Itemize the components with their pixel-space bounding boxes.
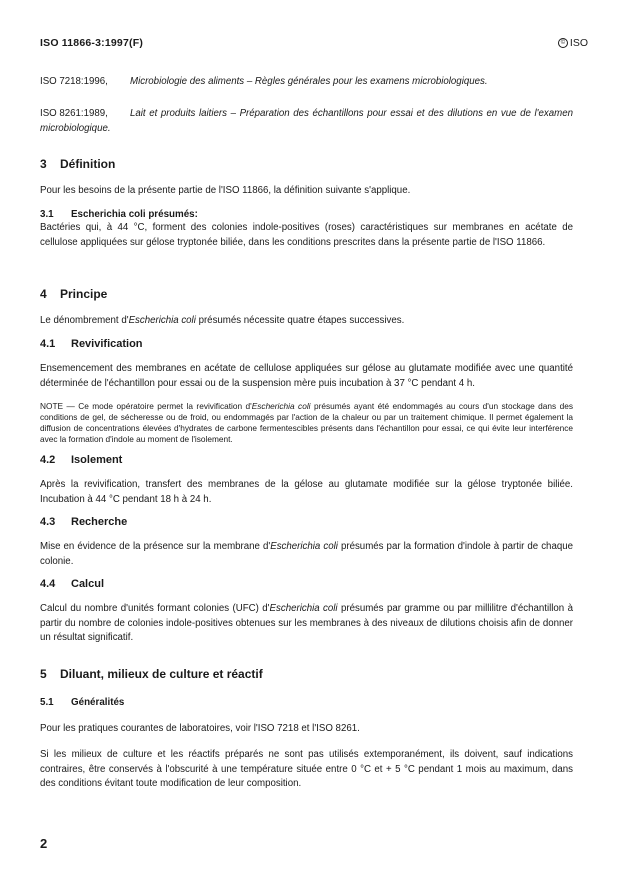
section-3-intro: Pour les besoins de la présente partie de l'ISO 11866, la définition suivante s'applique. [40, 185, 411, 196]
section-title: Principe [60, 287, 108, 301]
definition-text: Bactéries qui, à 44 °C, forment des colonies indole-positives (roses) caractéristiques sur membranes en acétate de cellulose appliquées sur gélose tryptonée biliée, dans les conditions prescrites dans la présente partie de l'ISO 11866. [40, 222, 573, 248]
subsection-number: 3.1 [40, 209, 54, 220]
revivification-text: Ensemencement des membranes en acétate de cellulose appliquées sur gélose au glutamate modifiée avec une quantité déterminée de l'échantillon pour essai ou de la suspension mère puis incubation à 37 °C pendant 4 h. [40, 363, 573, 389]
subsection-number: 4.1 [40, 338, 56, 350]
generalites-paragraph-2: Si les milieux de culture et les réactifs préparés ne sont pas utilisés extemporanément, ils doivent, sauf indications contraires, être conservés à l'obscurité à une température située entre 0 °C et + 5 °C pendant 1 mois au maximum, dans des conditions évitant toute modification de leur composition. [40, 749, 573, 789]
subsection-heading-5-1 [40, 697, 124, 708]
section-number: 5 [40, 667, 47, 681]
text-run: Le dénombrement d' [40, 315, 129, 326]
subsection-title: Généralités [71, 697, 125, 708]
text-run: NOTE — Ce mode opératoire permet la revivification d' [40, 401, 252, 411]
publisher-mark [558, 37, 588, 49]
reference-code: ISO 8261:1989, [40, 108, 108, 119]
publisher-name: ISO [569, 37, 588, 49]
subsection-heading-4-1 [40, 338, 143, 350]
section-heading-5 [40, 667, 263, 681]
reference-iso-7218 [40, 75, 573, 90]
subsection-heading-4-2 [40, 454, 122, 466]
subsection-number: 5.1 [40, 697, 54, 708]
copyright-icon: © [558, 38, 568, 48]
recherche-text [40, 540, 573, 569]
subsection-number: 4.4 [40, 578, 56, 590]
text-run: présumés ayant été endommagés au cours d'un stockage dans des conditions de gel, de sécheresse ou de froid, ou endommagés par l'action de la chaleur ou par un traitement chimique. Il permet également la diffusion de concentrations élevées d'hydrates de carbone fermentescibles présents dans l'échantillon pour essai, ce qui évite leur interférence avec la formation d'indole au moment de l'isolement. [40, 401, 573, 444]
reference-title: Lait et produits laitiers – Préparation des échantillons pour essai et des dilutions en vue de l'examen microbiologique. [40, 108, 573, 134]
text-run: présumés par gramme ou par millilitre d'échantillon à partir du nombre de colonies indole-positives obtenues sur les membranes à des niveaux de dilutions choisis afin de donner un résultat significatif. [40, 603, 573, 643]
species-name: Escherichia coli [269, 603, 338, 614]
document-id: ISO 11866-3:1997(F) [40, 37, 144, 49]
subsection-title: Recherche [71, 516, 128, 528]
reference-iso-8261 [40, 107, 573, 136]
species-name: Escherichia coli [270, 541, 338, 552]
subsection-heading-3-1 [40, 209, 198, 220]
subsection-title: Escherichia coli présumés: [71, 209, 198, 220]
revivification-note [40, 401, 573, 445]
page-number: 2 [40, 836, 48, 851]
section-title: Définition [60, 157, 116, 171]
section-title: Diluant, milieux de culture et réactif [60, 667, 263, 681]
subsection-heading-4-3 [40, 516, 127, 528]
species-name: Escherichia coli [128, 315, 196, 326]
generalites-paragraph-1: Pour les pratiques courantes de laboratoires, voir l'ISO 7218 et l'ISO 8261. [40, 723, 360, 734]
section-heading-4 [40, 287, 107, 301]
reference-code: ISO 7218:1996, [40, 76, 108, 87]
subsection-number: 4.2 [40, 454, 56, 466]
section-4-intro [40, 314, 573, 329]
text-run: présumés par la formation d'indole à partir de chaque colonie. [40, 541, 573, 567]
section-heading-3 [40, 157, 115, 171]
subsection-title: Calcul [71, 578, 105, 590]
subsection-number: 4.3 [40, 516, 56, 528]
section-number: 4 [40, 287, 47, 301]
text-run: Calcul du nombre d'unités formant colonies (UFC) d' [40, 603, 270, 614]
calcul-text [40, 602, 573, 646]
subsection-heading-4-4 [40, 578, 104, 590]
section-number: 3 [40, 157, 47, 171]
subsection-title: Isolement [71, 454, 123, 466]
isolement-text: Après la revivification, transfert des membranes de la gélose au glutamate modifiée sur la gélose tryptonée biliée. Incubation à 44 °C pendant 18 h à 24 h. [40, 479, 573, 505]
text-run: Mise en évidence de la présence sur la membrane d' [40, 541, 271, 552]
species-name: Escherichia coli [251, 401, 311, 411]
text-run: présumés nécessite quatre étapes successives. [195, 315, 405, 326]
reference-title: Microbiologie des aliments – Règles générales pour les examens microbiologiques. [130, 76, 488, 87]
subsection-title: Revivification [71, 338, 143, 350]
